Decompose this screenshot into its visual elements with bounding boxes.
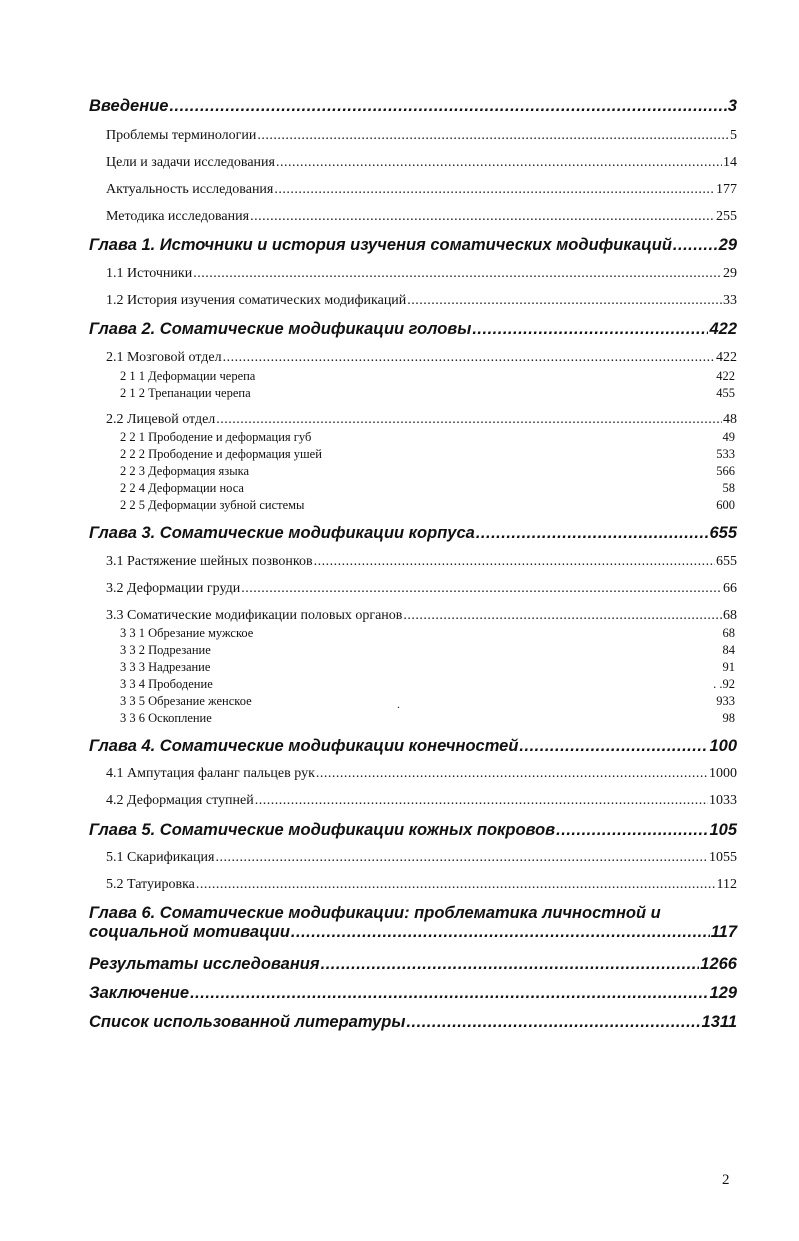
- leader-dots: [255, 793, 708, 809]
- toc-subentry[interactable]: 3 3 1 Обрезание мужское 68: [120, 626, 735, 640]
- leader-dots: [250, 209, 715, 225]
- leader-dots: [406, 1013, 700, 1032]
- toc-entry[interactable]: 3.1 Растяжение шейных позвонков ..... 655: [106, 554, 737, 570]
- toc-subentry[interactable]: 2 2 5 Деформации зубной системы 600: [120, 498, 735, 512]
- toc-subentry[interactable]: 3 3 4 Прободение . .92: [120, 677, 735, 691]
- toc-entry[interactable]: 2.1 Мозговой отдел ..... 422: [106, 350, 737, 366]
- toc-entry[interactable]: Проблемы терминологии ..... 5: [106, 128, 737, 144]
- toc-entry[interactable]: Результаты исследования ..... 1266: [89, 955, 737, 974]
- toc-entry[interactable]: Глава 4. Соматические модификации конечностей ..... 100: [89, 737, 737, 756]
- toc-entry[interactable]: 1.2 История изучения соматических модификаций ..... 33: [106, 293, 737, 309]
- toc-entry[interactable]: Введение ..... 3: [89, 97, 737, 116]
- leader-dots: [314, 554, 715, 570]
- toc-subentry[interactable]: 2 2 4 Деформации носа 58: [120, 481, 735, 495]
- toc-subentry[interactable]: 2 2 2 Прободение и деформация ушей 533: [120, 447, 735, 461]
- page-number: 2: [722, 1172, 730, 1188]
- toc-entry[interactable]: Список использованной литературы ..... 1311: [89, 1013, 737, 1032]
- toc-entry[interactable]: Заключение ..... 129: [89, 984, 737, 1003]
- leader-dots: [407, 293, 722, 309]
- leader-dots: [291, 923, 710, 942]
- toc-entry-two-line[interactable]: Глава 6. Соматические модификации: проблематика личностной и социальной мотивации ..... 117: [89, 904, 737, 942]
- toc-entry[interactable]: 3.3 Соматические модификации половых органов ..... 68: [106, 608, 737, 624]
- toc-entry[interactable]: Методика исследования ..... 255: [106, 209, 737, 225]
- toc-entry[interactable]: 5.1 Скарификация ..... 1055: [106, 850, 737, 866]
- toc-entry[interactable]: 3.2 Деформации груди ..... 66: [106, 581, 737, 597]
- toc-entry[interactable]: Глава 3. Соматические модификации корпуса ..... 655: [89, 524, 737, 543]
- leader-dots: [556, 821, 708, 840]
- leader-dots: [215, 850, 708, 866]
- leader-dots: [476, 524, 709, 543]
- toc-subentry[interactable]: 3 3 2 Подрезание 84: [120, 643, 735, 657]
- leader-dots: [169, 97, 726, 116]
- leader-dots: [193, 266, 722, 282]
- stray-dot: .: [397, 697, 400, 711]
- leader-dots: [519, 737, 708, 756]
- toc-subentry[interactable]: 3 3 5 Обрезание женское 933: [120, 694, 735, 708]
- toc-entry[interactable]: Актуальность исследования ..... 177: [106, 182, 737, 198]
- toc-subentry[interactable]: 2 2 1 Прободение и деформация губ 49: [120, 430, 735, 444]
- leader-dots: [241, 581, 722, 597]
- toc-entry[interactable]: 4.2 Деформация ступней ..... 1033: [106, 793, 737, 809]
- leader-dots: [316, 766, 708, 782]
- toc-subentry[interactable]: 2 1 2 Трепанации черепа 455: [120, 386, 735, 400]
- leader-dots: [276, 155, 722, 171]
- leader-dots: [223, 350, 715, 366]
- toc-entry[interactable]: Глава 5. Соматические модификации кожных покровов ..... 105: [89, 821, 737, 840]
- toc-entry[interactable]: Глава 2. Соматические модификации головы ..... 422: [89, 320, 737, 339]
- toc-subentry[interactable]: 2 2 3 Деформация языка 566: [120, 464, 735, 478]
- toc-entry[interactable]: 4.1 Ампутация фаланг пальцев рук ..... 1000: [106, 766, 737, 782]
- toc-entry[interactable]: 2.2 Лицевой отдел ..... 48: [106, 412, 737, 428]
- toc-subentry[interactable]: 3 3 6 Оскопление 98: [120, 711, 735, 725]
- toc-subentry[interactable]: 2 1 1 Деформации черепа 422: [120, 369, 735, 383]
- leader-dots: [190, 984, 708, 1003]
- leader-dots: [673, 236, 718, 255]
- toc-entry[interactable]: 5.2 Татуировка ..... 112: [106, 877, 737, 893]
- leader-dots: [257, 128, 729, 144]
- toc-entry[interactable]: Глава 1. Источники и история изучения соматических модификаций ..... 29: [89, 236, 737, 255]
- leader-dots: [321, 955, 700, 974]
- leader-dots: [472, 320, 708, 339]
- toc-entry[interactable]: Цели и задачи исследования ..... 14: [106, 155, 737, 171]
- leader-dots: [216, 412, 722, 428]
- leader-dots: [403, 608, 722, 624]
- toc-entry[interactable]: 1.1 Источники ..... 29: [106, 266, 737, 282]
- toc-subentry[interactable]: 3 3 3 Надрезание 91: [120, 660, 735, 674]
- leader-dots: [196, 877, 716, 893]
- leader-dots: [274, 182, 715, 198]
